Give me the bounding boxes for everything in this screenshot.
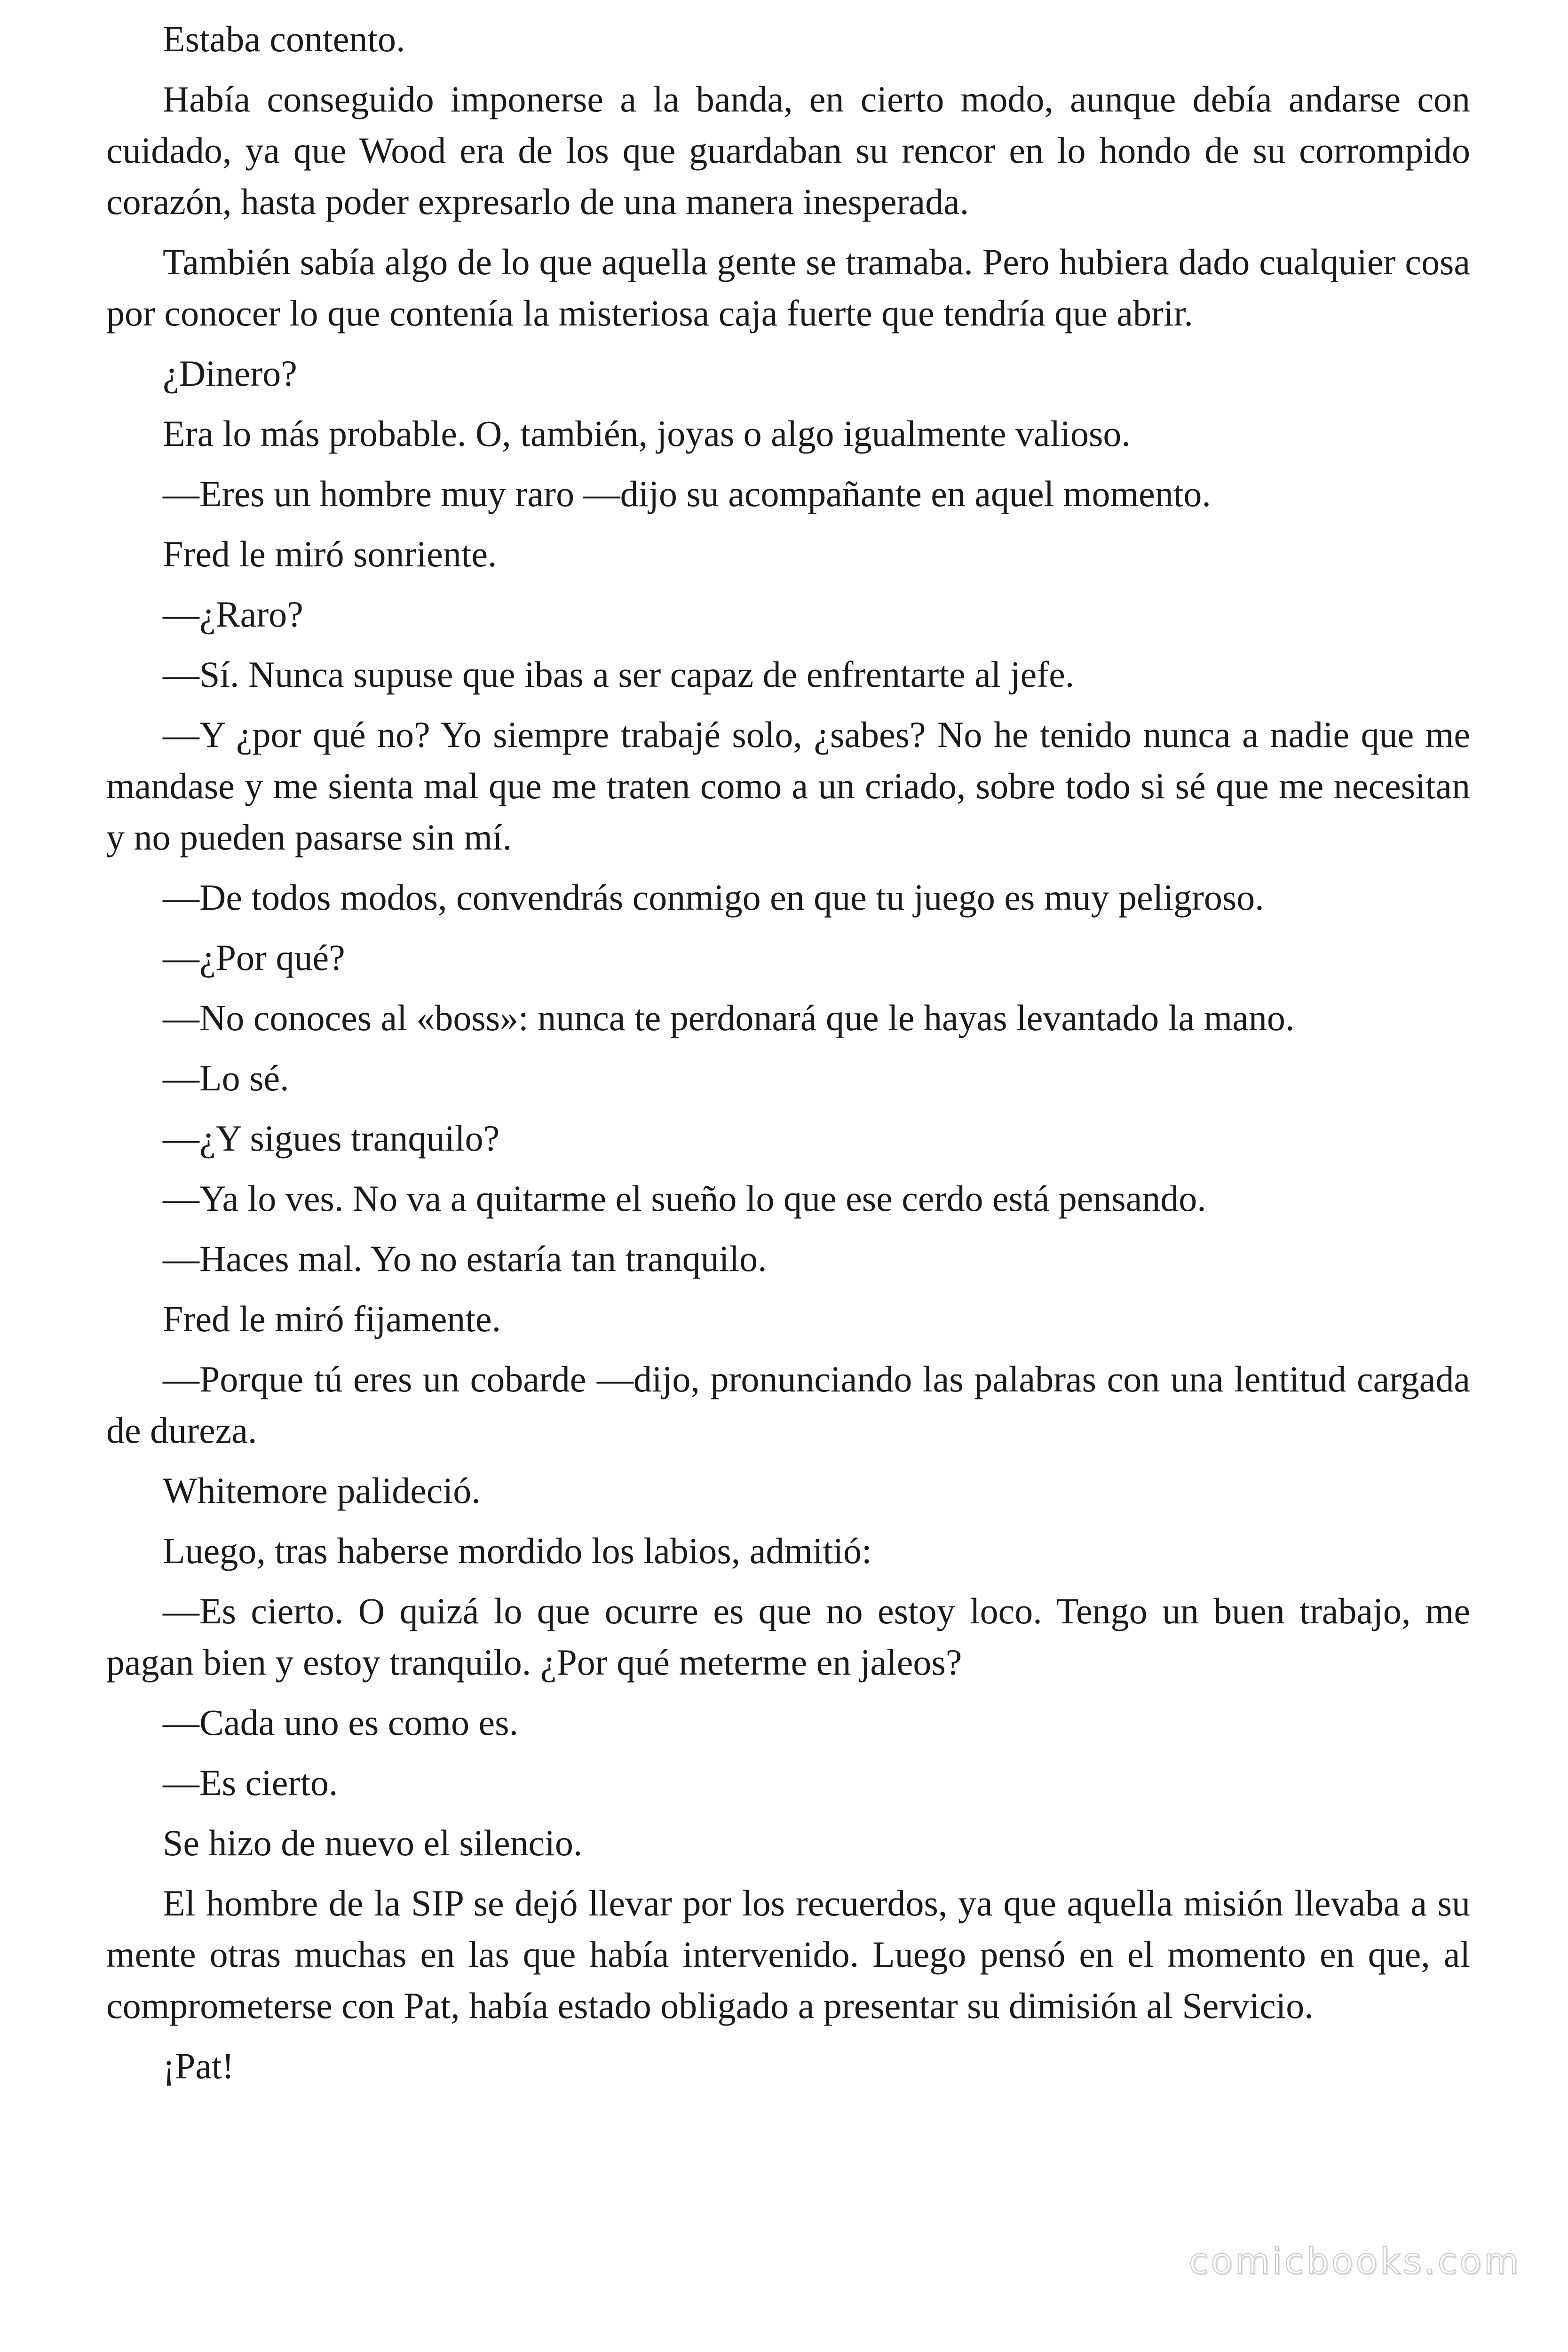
paragraph: Fred le miró sonriente. bbox=[163, 533, 497, 574]
paragraph: —¿Por qué? bbox=[163, 937, 345, 978]
text-body bbox=[106, 13, 1470, 2100]
paragraph: Se hizo de nuevo el silencio. bbox=[163, 1822, 583, 1863]
paragraph: Había conseguido imponerse a la banda, en cierto modo, aunque debía andarse con cuidado, ya que Wood era de los que guardaban su rencor en lo hondo de su corrompido corazón, hasta poder expresarlo de una manera inesperada. bbox=[106, 79, 1470, 222]
paragraph: —Lo sé. bbox=[163, 1057, 289, 1098]
paragraph: Fred le miró fijamente. bbox=[163, 1298, 501, 1339]
paragraph: El hombre de la SIP se dejó llevar por los recuerdos, ya que aquella misión llevaba a su mente otras muchas en las que había intervenido. Luego pensó en el momento en que, al comprometerse con Pat, había estado obligado a presentar su dimisión al Servicio. bbox=[106, 1883, 1470, 2026]
paragraph: —Eres un hombre muy raro —dijo su acompañante en aquel momento. bbox=[163, 473, 1211, 514]
paragraph: Estaba contento. bbox=[163, 18, 405, 59]
paragraph: ¡Pat! bbox=[163, 2045, 234, 2086]
paragraph: ¿Dinero? bbox=[163, 353, 297, 394]
paragraph: Era lo más probable. O, también, joyas o algo igualmente valioso. bbox=[163, 413, 1131, 454]
paragraph: —De todos modos, convendrás conmigo en que tu juego es muy peligroso. bbox=[163, 877, 1264, 918]
watermark-logo: comicbooks.com bbox=[1188, 2240, 1521, 2282]
paragraph: —Es cierto. O quizá lo que ocurre es que no estoy loco. Tengo un buen trabajo, me pagan bien y estoy tranquilo. ¿Por qué meterme en jaleos? bbox=[106, 1590, 1470, 1683]
paragraph: —Es cierto. bbox=[163, 1762, 338, 1803]
paragraph: —Cada uno es como es. bbox=[163, 1702, 519, 1743]
paragraph: —Haces mal. Yo no estaría tan tranquilo. bbox=[163, 1238, 767, 1279]
paragraph: —Sí. Nunca supuse que ibas a ser capaz de enfrentarte al jefe. bbox=[163, 654, 1075, 695]
paragraph: —¿Raro? bbox=[163, 594, 303, 635]
paragraph: —¿Y sigues tranquilo? bbox=[163, 1118, 500, 1159]
paragraph: —Ya lo ves. No va a quitarme el sueño lo que ese cerdo está pensando. bbox=[163, 1178, 1206, 1219]
paragraph: —Y ¿por qué no? Yo siempre trabajé solo, ¿sabes? No he tenido nunca a nadie que me mandase y me sienta mal que me traten como a un criado, sobre todo si sé que me necesitan y no pueden pasarse sin mí. bbox=[106, 714, 1470, 858]
paragraph: —Porque tú eres un cobarde —dijo, pronunciando las palabras con una lentitud cargada de dureza. bbox=[106, 1359, 1470, 1451]
paragraph: —No conoces al «boss»: nunca te perdonará que le hayas levantado la mano. bbox=[163, 997, 1295, 1038]
paragraph: Whitemore palideció. bbox=[163, 1470, 481, 1511]
paragraph: Luego, tras haberse mordido los labios, admitió: bbox=[163, 1530, 872, 1571]
paragraph: También sabía algo de lo que aquella gente se tramaba. Pero hubiera dado cualquier cosa por conocer lo que contenía la misteriosa caja fuerte que tendría que abrir. bbox=[106, 241, 1470, 334]
